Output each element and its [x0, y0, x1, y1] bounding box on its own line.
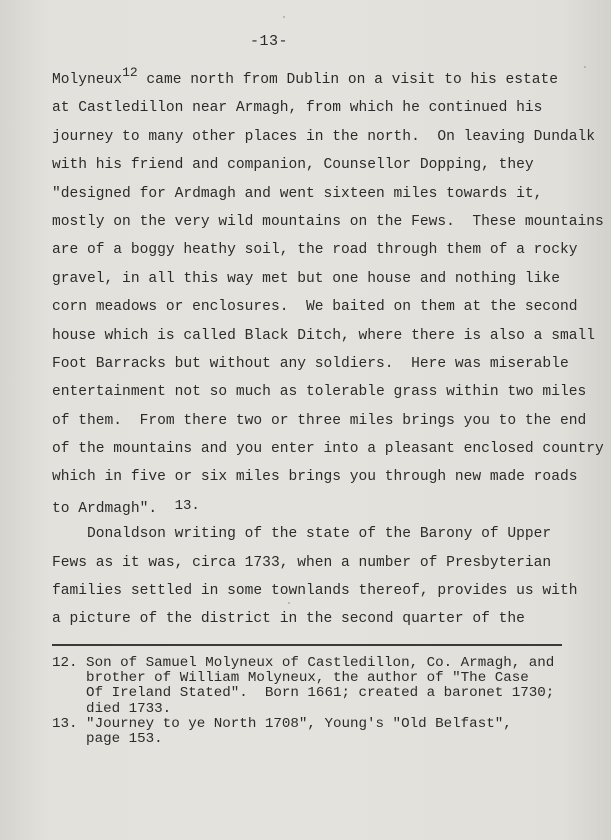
footnote-line: died 1733.	[52, 700, 172, 717]
text-line: corn meadows or enclosures. We baited on them at the second	[52, 299, 578, 316]
line-text: came north from Dublin on a visit to his estate	[137, 72, 559, 88]
text-line	[52, 66, 597, 94]
text-line: which in five or six miles brings you through new made roads	[52, 469, 578, 486]
footnote-line: 12. Son of Samuel Molyneux of Castledillon, Co. Armagh, and	[52, 655, 555, 671]
text-line: of the mountains and you enter into a pleasant enclosed country	[52, 441, 604, 458]
body-text	[52, 65, 604, 634]
footnote-line: 13. "Journey to ye North 1708", Young's "Old Belfast",	[52, 715, 512, 732]
text-line: mostly on the very wild mountains on the Fews. These mountains	[52, 213, 604, 230]
paper-speck	[584, 66, 586, 68]
paper-speck	[283, 16, 285, 18]
text-line: Foot Barracks but without any soldiers. Here was miserable	[52, 355, 569, 372]
text-line: Donaldson writing of the state of the Barony of Upper	[52, 526, 552, 543]
line-text: to Ardmagh".	[52, 500, 175, 517]
text-line: Fews as it was, circa 1733, when a number of Presbyterian	[52, 554, 552, 571]
footnote-marker: 12	[122, 65, 138, 80]
footnote-line: page 153.	[52, 730, 163, 747]
footnotes	[52, 656, 592, 747]
footnote-line: brother of William Molyneux, the author of "The Case	[52, 670, 529, 687]
text-line	[52, 492, 597, 520]
page-number: -13-	[250, 33, 289, 50]
text-line: with his friend and companion, Counsellor Dopping, they	[52, 157, 534, 174]
text-line: gravel, in all this way met but one house and nothing like	[52, 270, 560, 287]
line-text: Molyneux	[52, 72, 123, 88]
text-line: families settled in some townlands thereof, provides us with	[52, 583, 578, 600]
paper-speck	[288, 602, 290, 604]
text-line: a picture of the district in the second quarter of the	[52, 611, 525, 628]
footnote-marker: 13.	[174, 497, 200, 514]
text-line: "designed for Ardmagh and went sixteen miles towards it,	[52, 185, 543, 202]
footnote-line: Of Ireland Stated". Born 1661; created a baronet 1730;	[52, 685, 555, 702]
text-line: entertainment not so much as tolerable grass within two miles	[52, 384, 587, 401]
text-line: at Castledillon near Armagh, from which he continued his	[52, 100, 543, 117]
text-line: are of a boggy heathy soil, the road through them of a rocky	[52, 242, 578, 259]
footnote-divider	[52, 644, 562, 646]
text-line: journey to many other places in the north. On leaving Dundalk	[52, 128, 595, 145]
text-line: house which is called Black Ditch, where there is also a small	[52, 327, 595, 344]
text-line: of them. From there two or three miles brings you to the end	[52, 412, 587, 429]
